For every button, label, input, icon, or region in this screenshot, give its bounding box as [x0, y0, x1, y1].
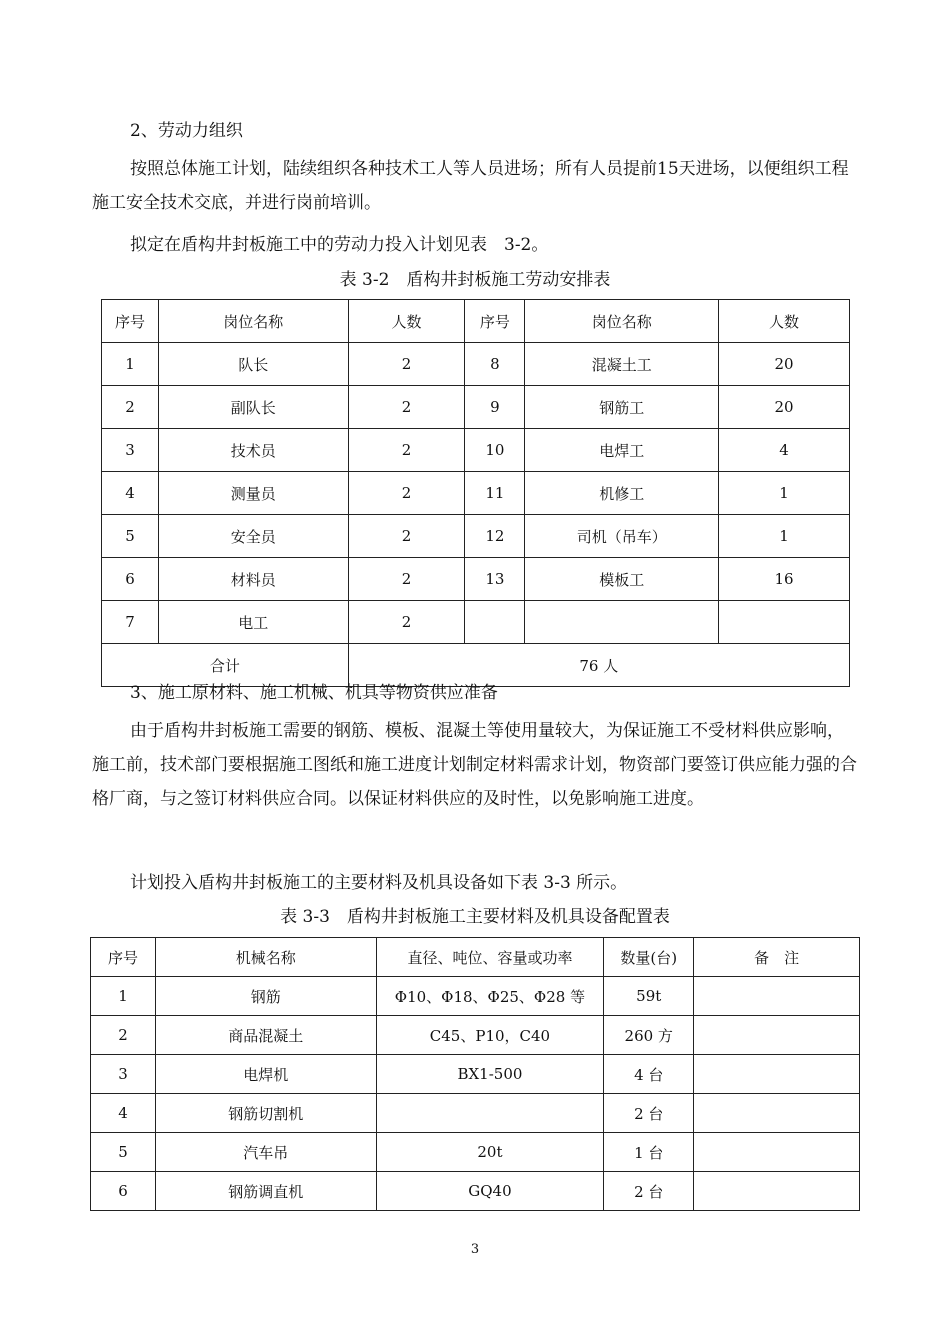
- table-cell: 2: [348, 558, 465, 601]
- table-cell: 5: [102, 515, 159, 558]
- table-3-2-caption: 表 3-2 盾构井封板施工劳动安排表: [339, 270, 611, 290]
- table-cell: 2: [348, 386, 465, 429]
- table-cell: 9: [465, 386, 525, 429]
- table-row: [102, 343, 850, 386]
- table-cell: 3: [91, 1055, 156, 1094]
- table-row: [102, 601, 850, 644]
- table-cell: 2: [348, 515, 465, 558]
- table-cell: GQ40: [376, 1172, 604, 1211]
- table-cell: 59t: [604, 977, 694, 1016]
- table-cell: 2: [348, 472, 465, 515]
- table-header-row: [91, 938, 860, 977]
- column-header: 数量(台): [604, 938, 694, 977]
- table-cell: [525, 601, 719, 644]
- table-cell: 3: [102, 429, 159, 472]
- table-cell: 电工: [158, 601, 348, 644]
- column-header: 序号: [91, 938, 156, 977]
- table-cell: 混凝土工: [525, 343, 719, 386]
- table-3-3-caption: 表 3-3 盾构井封板施工主要材料及机具设备配置表: [280, 907, 670, 927]
- table-cell: 2: [102, 386, 159, 429]
- table-cell: [694, 1133, 860, 1172]
- table-cell: 模板工: [525, 558, 719, 601]
- column-header: 机械名称: [155, 938, 376, 977]
- table-row: [91, 1133, 860, 1172]
- table-cell: 4: [719, 429, 850, 472]
- materials-table-body: [91, 938, 860, 1211]
- table-cell: 2 台: [604, 1094, 694, 1133]
- table-cell: 5: [91, 1133, 156, 1172]
- table-cell: 队长: [158, 343, 348, 386]
- table-header-row: [102, 300, 850, 343]
- table-cell: 副队长: [158, 386, 348, 429]
- table-cell: 电焊工: [525, 429, 719, 472]
- table-cell: 6: [102, 558, 159, 601]
- table-cell: 2: [348, 343, 465, 386]
- table-row: [91, 977, 860, 1016]
- table-cell: [719, 601, 850, 644]
- table-cell: 2 台: [604, 1172, 694, 1211]
- table-cell: Φ10、Φ18、Φ25、Φ28 等: [376, 977, 604, 1016]
- table-cell: 测量员: [158, 472, 348, 515]
- table-cell: 8: [465, 343, 525, 386]
- column-header: 人数: [348, 300, 465, 343]
- table-cell: 13: [465, 558, 525, 601]
- table-cell: 1: [91, 977, 156, 1016]
- table-cell: 电焊机: [155, 1055, 376, 1094]
- table-cell: 4 台: [604, 1055, 694, 1094]
- table-row: [91, 1016, 860, 1055]
- table-cell: 4: [102, 472, 159, 515]
- table-cell: 260 方: [604, 1016, 694, 1055]
- table-cell: [465, 601, 525, 644]
- table-cell: 钢筋: [155, 977, 376, 1016]
- table-cell: 1: [719, 515, 850, 558]
- table-cell: 20: [719, 343, 850, 386]
- table-row: [91, 1055, 860, 1094]
- labor-table-body: [102, 300, 850, 687]
- table-cell: 商品混凝土: [155, 1016, 376, 1055]
- column-header: 备 注: [694, 938, 860, 977]
- table-cell: [694, 1172, 860, 1211]
- section-3-table-reference: 计划投入盾构井封板施工的主要材料及机具设备如下表 3-3 所示。: [130, 873, 628, 893]
- table-cell: 2: [91, 1016, 156, 1055]
- page-number: 3: [470, 1242, 480, 1257]
- table-cell: 2: [348, 601, 465, 644]
- table-cell: 1: [719, 472, 850, 515]
- table-cell: 材料员: [158, 558, 348, 601]
- table-cell: 6: [91, 1172, 156, 1211]
- column-header: 序号: [102, 300, 159, 343]
- table-cell: 20t: [376, 1133, 604, 1172]
- labor-arrangement-table: [101, 299, 850, 687]
- column-header: 岗位名称: [525, 300, 719, 343]
- table-row: [102, 515, 850, 558]
- table-row: [91, 1094, 860, 1133]
- total-label: 合计: [102, 644, 349, 687]
- table-row: [102, 386, 850, 429]
- table-cell: C45、P10，C40: [376, 1016, 604, 1055]
- table-cell: 技术员: [158, 429, 348, 472]
- table-cell: [694, 1016, 860, 1055]
- column-header: 人数: [719, 300, 850, 343]
- table-row: [102, 558, 850, 601]
- table-cell: 汽车吊: [155, 1133, 376, 1172]
- table-cell: 机修工: [525, 472, 719, 515]
- table-cell: [694, 977, 860, 1016]
- table-cell: 司机（吊车）: [525, 515, 719, 558]
- section-2-heading: 2、劳动力组织: [130, 121, 243, 141]
- table-cell: 4: [91, 1094, 156, 1133]
- table-row: [102, 472, 850, 515]
- table-row: [91, 1172, 860, 1211]
- table-cell: 20: [719, 386, 850, 429]
- materials-equipment-table: [90, 937, 860, 1211]
- section-3-heading: 3、施工原材料、施工机械、机具等物资供应准备: [130, 683, 498, 703]
- table-cell: 16: [719, 558, 850, 601]
- table-cell: 12: [465, 515, 525, 558]
- table-row: [102, 429, 850, 472]
- table-cell: 安全员: [158, 515, 348, 558]
- column-header: 序号: [465, 300, 525, 343]
- table-cell: 11: [465, 472, 525, 515]
- table-cell: 1: [102, 343, 159, 386]
- section-2-paragraph: 按照总体施工计划，陆续组织各种技术工人等人员进场；所有人员提前15天进场，以便组织工程施工安全技术交底，并进行岗前培训。: [92, 159, 849, 213]
- table-cell: [694, 1094, 860, 1133]
- total-value: 76 人: [348, 644, 849, 687]
- table-cell: BX1-500: [376, 1055, 604, 1094]
- table-cell: 钢筋切割机: [155, 1094, 376, 1133]
- section-2-table-reference: 拟定在盾构井封板施工中的劳动力投入计划见表 3-2。: [130, 235, 549, 255]
- table-cell: 钢筋调直机: [155, 1172, 376, 1211]
- column-header: 直径、吨位、容量或功率: [376, 938, 604, 977]
- section-3-paragraph: 由于盾构井封板施工需要的钢筋、模板、混凝土等使用量较大，为保证施工不受材料供应影响，施工前，技术部门要根据施工图纸和施工进度计划制定材料需求计划，物资部门要签订供应能力强的合格厂商，与之签订材料供应合同。以保证材料供应的及时性，以免影响施工进度。: [92, 721, 857, 809]
- table-cell: 钢筋工: [525, 386, 719, 429]
- table-cell: 1 台: [604, 1133, 694, 1172]
- table-cell: [694, 1055, 860, 1094]
- column-header: 岗位名称: [158, 300, 348, 343]
- table-cell: 7: [102, 601, 159, 644]
- table-cell: 10: [465, 429, 525, 472]
- table-cell: [376, 1094, 604, 1133]
- table-cell: 2: [348, 429, 465, 472]
